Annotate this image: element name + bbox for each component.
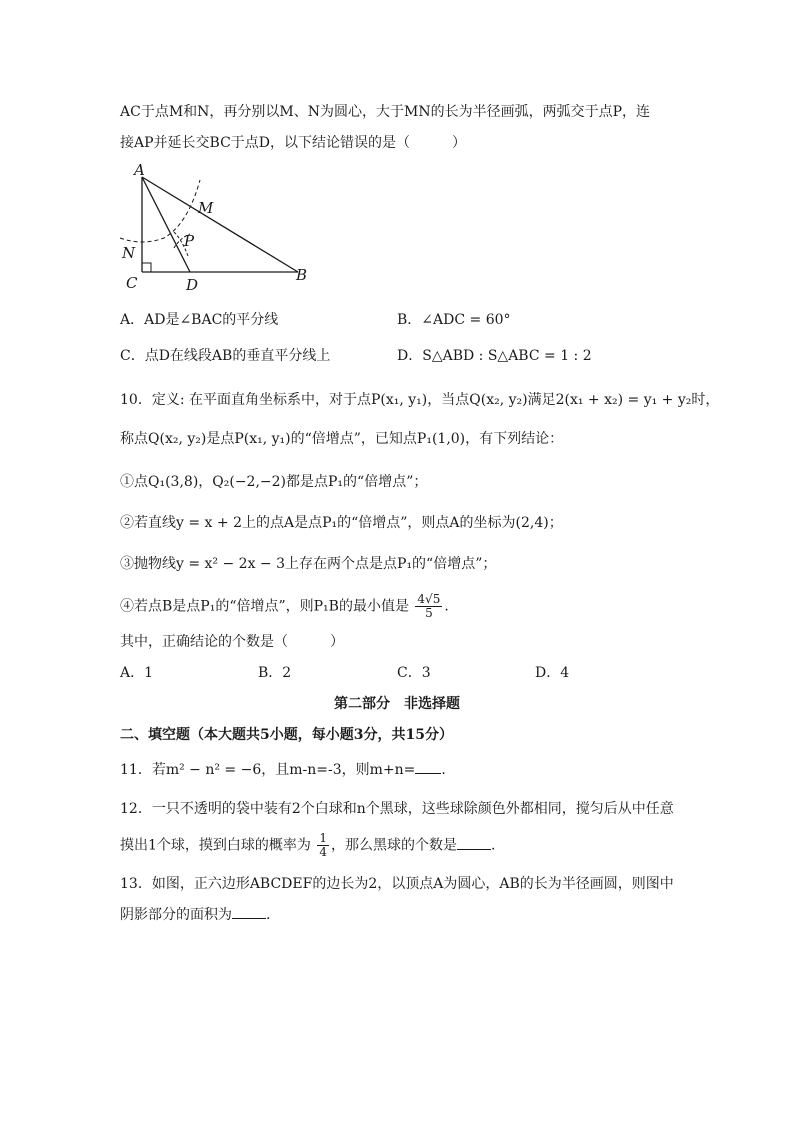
section2-title: 二、填空题（本大题共5小题，每小题3分，共15分） (120, 727, 453, 743)
q12-line2-before: 摸出1个球，摸到白球的概率为 (120, 837, 311, 854)
label-n: N (122, 244, 136, 262)
q9-option-a: A．AD是∠BAC的平分线 (120, 312, 279, 328)
q11-answer-blank (415, 759, 441, 774)
q10-option-c: C．3 (397, 665, 431, 681)
q13-line1: 13．如图，正六边形ABCDEF的边长为2，以顶点A为圆心，AB的长为半径画圆，则图中 (120, 876, 674, 892)
q10-s4-denominator: 5 (425, 606, 433, 620)
q12-line2 (120, 832, 495, 859)
q10-option-b: B．2 (258, 665, 292, 681)
label-a: A (134, 162, 145, 179)
right-angle-mark (142, 263, 151, 272)
q12-fraction (317, 832, 329, 859)
triangle-figure (112, 162, 322, 297)
q12-answer-blank (457, 835, 491, 850)
q10-line1: 10．定义: 在平面直角坐标系中，对于点P(x₁, y₁)，当点Q(x₂, y₂)满足2(x₁ + x₂) = y₁ + y₂时， (120, 392, 720, 408)
q13-line2-before: 阴影部分的面积为 (120, 907, 232, 923)
q9-line2: 接AP并延长交BC于点D，以下结论错误的是（ ） (120, 135, 467, 151)
q10-statement-4 (120, 593, 449, 620)
label-m: M (198, 199, 214, 217)
q10-s4-prefix: ④若点B是点P₁的“倍增点”，则P₁B的最小值是 (120, 598, 409, 615)
q9-option-d-prefix: D． (397, 348, 423, 364)
part2-title: 第二部分 非选择题 (334, 696, 460, 712)
q11-text-after: . (441, 762, 446, 778)
q10-line2: 称点Q(x₂, y₂)是点P(x₁, y₁)的“倍增点”，已知点P₁(1,0)，有下列结论： (120, 431, 564, 447)
q12-line2-end: . (491, 837, 496, 854)
q10-option-d: D．4 (535, 665, 570, 681)
q9-option-d-text: S△ABD : S△ABC = 1 : 2 (422, 348, 592, 364)
label-d: D (186, 276, 199, 294)
q9-option-d (397, 345, 592, 367)
label-p: P (184, 232, 195, 250)
q10-s4-numerator: 4√5 (417, 592, 441, 606)
q10-question: 其中，正确结论的个数是（ ） (120, 634, 344, 650)
q11-text-before: 11．若m² − n² = −6，且m-n=-3，则m+n= (120, 762, 416, 778)
q12-denominator: 4 (319, 845, 328, 859)
q10-s4-fraction (415, 593, 442, 620)
q12-numerator: 1 (319, 831, 328, 845)
q13-line2-end: . (266, 907, 271, 923)
q9-option-c: C．点D在线段AB的垂直平分线上 (120, 348, 331, 364)
q9-option-b: B．∠ADC = 60° (397, 312, 511, 328)
q13-answer-blank (232, 904, 266, 919)
q10-option-a: A．1 (120, 665, 154, 681)
q10-s4-suffix: . (444, 598, 449, 615)
q12-line2-after: ，那么黑球的个数是 (331, 837, 458, 854)
label-c: C (126, 274, 138, 292)
q13-line2 (120, 904, 270, 926)
label-b: B (296, 266, 308, 284)
q10-statement-2: ②若直线y = x + 2上的点A是点P₁的“倍增点”，则点A的坐标为(2,4)； (120, 515, 563, 531)
q9-line1: AC于点M和N，再分别以M、N为圆心，大于MN的长为半径画弧，两弧交于点P，连 (120, 104, 650, 120)
q10-statement-1: ①点Q₁(3,8)，Q₂(−2,−2)都是点P₁的“倍增点”； (120, 474, 428, 490)
q12-line1: 12．一只不透明的袋中装有2个白球和n个黑球，这些球除颜色外都相同，搅匀后从中任意 (120, 801, 674, 817)
q11-text (120, 759, 446, 781)
q10-statement-3: ③抛物线y = x² − 2x − 3上存在两个点是点P₁的“倍增点”； (120, 556, 497, 572)
